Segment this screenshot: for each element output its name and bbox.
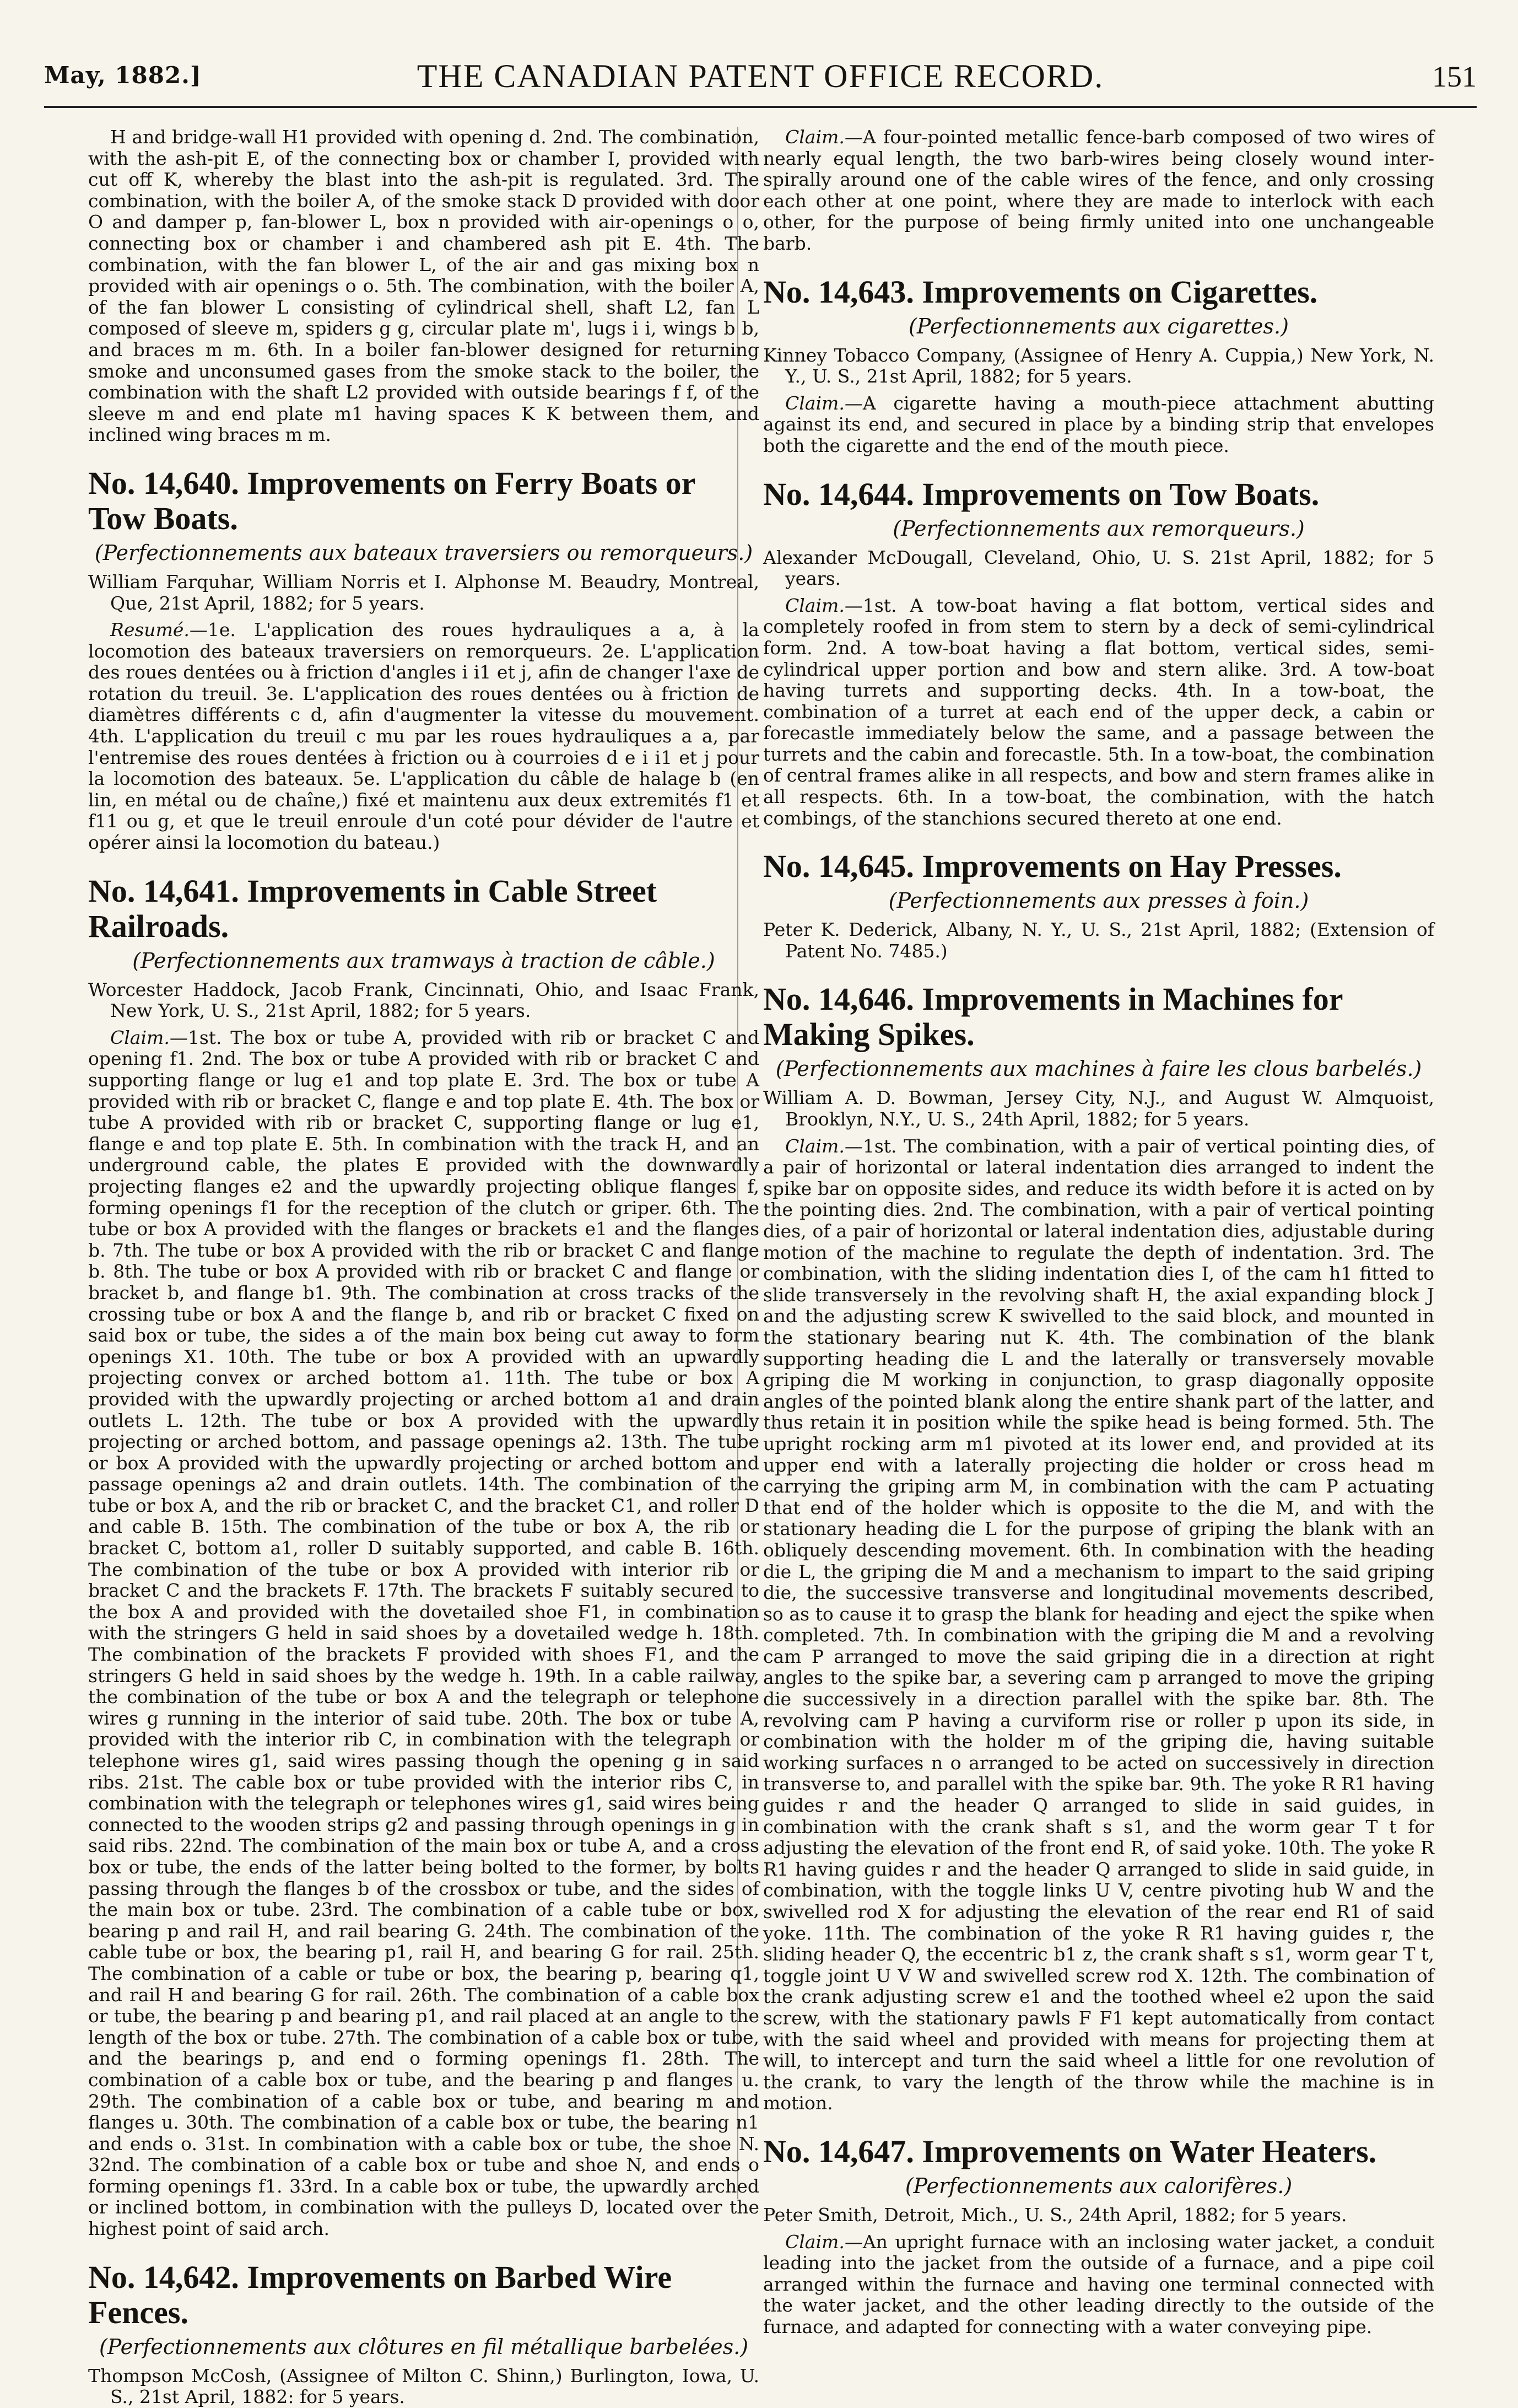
patentee-14644: Alexander McDougall, Cleveland, Ohio, U. S. 21st April, 1882; for 5 years. [763, 546, 1434, 590]
left-column [88, 126, 759, 2408]
patent-heading-14643: No. 14,643. Improvements on Cigarettes. [763, 273, 1318, 310]
claim-text: —1e. L'application des roues hydrauliques a a, à la locomotion des bateaux traversiers on remorqueurs. 2e. L'application des roues dentées ou à friction d'angles i i1 et j, afin de changer l'axe de rotation du treuil. 3e. L'application des roues dentées ou à friction de diamètres différents c d, afin d'augmenter la vitesse du mouvement. 4th. L'application du treuil c mu par les roues hydrauliques a a, par l'entremise des roues dentées à friction ou à courroies d e i i1 et j pour la locomotion des bateaux. 5e. L'application du câble de halage b (en lin, en métal ou de chaîne,) fixé et maintenu aux deux extremités f1 et f11 ou g, et que le treuil enroule d'un coté pour dévider de l'autre et opérer ainsi la locomotion du bateau.) [88, 619, 759, 854]
claim-label: Claim. [785, 126, 845, 148]
claim-text: —1st. The box or tube A, provided with rib or bracket C and opening f1. 2nd. The box or tube A provided with rib or bracket C and supporting flange or lug e1 and top plate E. 3rd. The box or tube A provided with rib or bracket C, flange e and top plate E. 4th. The box or tube A provided with rib or bracket C, supporting flange or lug e1, flange e and top plate E. 5th. In combination with the track H, and an underground cable, the plates E provided with the downwardly projecting flanges e2 and the upwardly projecting oblique flanges f, forming openings f1 for the reception of the clutch or griper. 6th. The tube or box A provided with the flanges or brackets e1 and the flanges b. 7th. The tube or box A provided with the rib or bracket C and flange b. 8th. The tube or box A provided with rib or bracket C and flange or bracket b, and flange b1. 9th. The combination at cross tracks of the crossing tube or box A and the flange b, and rib or bracket C fixed on said box or tube, the sides a of the main box being cut away to form openings X1. 10th. The tube or box A provided with an upwardly projecting convex or arched bottom a1. 11th. The tube or box A provided with the upwardly projecting or arched bottom a1 and drain outlets L. 12th. The tube or box A provided with the upwardly projecting or arched bottom, and passage openings a2. 13th. The tube or box A provided with the upwardly projecting or arched bottom and passage openings a2 and drain outlets. 14th. The combination of the tube or box A, and the rib or bracket C, and the bracket C1, and roller D and cable B. 15th. The combination of the tube or box A, the rib or bracket C, bottom a1, roller D suitably supported, and cable B. 16th. The combination of the tube or box A provided with interior rib or bracket C and the brackets F. 17th. The brackets F suitably secured to the box A and provided with the dovetailed shoe F1, in combination with the stringers G held in said shoes by a dovetailed wedge h. 18th. The combination of the brackets F provided with shoes F1, and the stringers G held in said shoes by the wedge h. 19th. In a cable railway, the combination of the tube or box A and the telegraph or telephone wires g running in the interior of said tube. 20th. The box or tube A, provided with the interior rib C, in combination with the telegraph or telephone wires g1, said wires passing though the opening g in said ribs. 21st. The cable box or tube provided with the interior ribs C, in combination with the telegraph or telephones wires g1, said wires being connected to the wooden strips g2 and passing through openings in g in said ribs. 22nd. The combination of the main box or tube A, and a cross box or tube, the ends of the latter being bolted to the former, by bolts passing through the flanges b of the crossbox or tube, and the sides of the main box or tube. 23rd. The combination of a cable tube or box, bearing p and rail H, and rail bearing G. 24th. The combination of the cable tube or box, the bearing p1, rail H, and bearing G for rail. 25th. The combination of a cable or tube or box, the bearing p, bearing q1, and rail H and bearing G for rail. 26th. The combination of a cable box or tube, the bearing p and bearing p1, and rail placed at an angle to the length of the box or tube. 27th. The combination of a cable box or tube, and the bearings p, and end o forming openings f1. 28th. The combination of a cable box or tube, and the bearing p and flanges u. 29th. The combination of a cable box or tube, and bearing m and flanges u. 30th. The combination of a cable box or tube, the bearing n1 and ends o. 31st. In combination with a cable box or tube, the shoe N. 32nd. The combination of a cable box or tube and shoe N, and ends o forming openings f1. 33rd. In a cable box or tube, the upwardly arched or inclined bottom, in combination with the pulleys D, located over the highest point of said arch. [88, 1026, 759, 2240]
page-number: 151 [1432, 60, 1477, 93]
patentee-14646: William A. D. Bowman, Jersey City, N.J., and August W. Almquoist, Brooklyn, N.Y., U. S., 24th April, 1882; for 5 years. [763, 1087, 1434, 1130]
claim-text: —1st. A tow-boat having a flat bottom, vertical sides and completely roofed in from stem to stern by a deck of semi-cylindrical form. 2nd. A tow-boat having a flat bottom, vertical sides, semi-cylindrical upper portion and bow and stern alike. 3rd. A tow-boat having turrets and supporting decks. 4th. In a tow-boat, the combination of a turret at each end of the upper deck, a cabin or forecastle immediately below the same, and a passage between the turrets and the cabin and forecastle. 5th. In a tow-boat, the combination of central frames alike in all respects, and bow and stern frames alike in all respects. 6th. In a tow-boat, the combination, with the hatch combings, of the stanchions secured thereto at one end. [763, 594, 1434, 829]
claim-label: Claim. [785, 594, 845, 616]
claim-14643 [763, 393, 1434, 457]
claim-text: —1st. The combination, with a pair of vertical pointing dies, of a pair of horizontal or lateral indentation dies arranged to indent the spike bar on opposite sides, and reduce its width before it is acted on by the pointing dies. 2nd. The combination, with a pair of vertical pointing dies, of a pair of horizontal or lateral indentation dies, adjustable during motion of the machine to regulate the depth of indentation. 3rd. The combination, with the sliding indentation dies I, of the cam h1 fitted to slide transversely in the revolving shaft H, the axial expanding block J and the adjusting screw K swivelled to the said block, and mounted in the stationary bearing nut K. 4th. The combination of the blank supporting heading die L and the laterally or transversely movable griping die M working in conjunction, to grasp diagonally opposite angles of the pointed blank along the entire shank part of the latter, and thus retain it in position while the spike head is being formed. 5th. The upright rocking arm m1 pivoted at its lower end, and provided at its upper end with a laterally projecting die holder or cross head m carrying the griping arm M, in combination with the cam P actuating that end of the holder which is opposite to the die M, and with the stationary heading die L for the purpose of griping the blank with an obliquely descending movement. 6th. In combination with the heading die L, the griping die M and a mechanism to impart to the said griping die, the successive transverse and longitudinal movements described, so as to cause it to grasp the blank for heading and eject the spike when completed. 7th. In combination with the griping die M and a revolving cam P arranged to move the said griping die in a direction at right angles to the spike bar, a severing cam p arranged to move the griping die successively in a direction parallel with the spike bar. 8th. The revolving cam P having a curviform rise or roller p upon its side, in combination with the holder m of the griping die, having suitable working surfaces n o arranged to be acted on successively in direction transverse to, and parallel with the spike bar. 9th. The yoke R R1 having guides r and the header Q arranged to slide in said guides, in combination with the crank shaft s s1, and the worm gear T t for adjusting the elevation of the front end R, of said yoke. 10th. The yoke R R1 having guides r and the header Q arranged to slide in said guide, in combination, with the toggle links U V, centre pivoting hub W and the swivelled rod X for adjusting the elevation of the rear end R1 of said yoke. 11th. The combination of the yoke R R1 having guides r, the sliding header Q, the eccentric b1 z, the crank shaft s s1, worm gear T t, toggle joint U V W and swivelled screw rod X. 12th. The combination of the crank adjusting screw e1 and the toothed wheel e2 upon the said screw, with the stationary pawls F F1 kept automatically from contact with the said wheel and provided with means for projecting them at will, to intercept and turn the said wheel a little for one revolution of the crank, to vary the length of the throw while the machine is in motion. [763, 1135, 1434, 2114]
patentee-14641: Worcester Haddock, Jacob Frank, Cincinnati, Ohio, and Isaac Frank, New York, U. S., 21st April, 1882; for 5 years. [88, 978, 759, 1022]
patent-heading-14641: No. 14,641. Improvements in Cable Street Railroads. [88, 872, 657, 944]
claim-14640 [88, 619, 759, 854]
patentee-14640: William Farquhar, William Norris et I. Alphonse M. Beaudry, Montreal, Que, 21st April, 1882; for 5 years. [88, 570, 759, 614]
header-rule [44, 106, 1477, 108]
patent-heading-14645: No. 14,645. Improvements on Hay Presses. [763, 848, 1342, 885]
patent-heading-14640: No. 14,640. Improvements on Ferry Boats or Tow Boats. [88, 465, 695, 536]
french-title-14647: (Perfectionnements aux calorifères.) [905, 2173, 1293, 2198]
french-title-14646: (Perfectionnements aux machines à faire les clous barbelés.) [775, 1057, 1422, 1081]
claim-14647 [763, 2232, 1434, 2338]
french-title-14642: (Perfectionnements aux clôtures en fil métallique barbelées.) [99, 2334, 749, 2359]
patent-heading-14646: No. 14,646. Improvements in Machines for Making Spikes. [763, 981, 1343, 1053]
continued-claims: H and bridge-wall H1 provided with opening d. 2nd. The combination, with the ash-pit E, of the connecting box or chamber I, provided with cut off K, whereby the blast into the ash-pit is regulated. 3rd. The combination, with the boiler A, of the smoke stack D provided with door O and damper p, fan-blower L, box n provided with air-openings o o, connecting box or chamber i and chambered ash pit E. 4th. The combination, with the fan blower L, of the air and gas mixing box n provided with air openings o o. 5th. The combination, with the boiler A, of the fan blower L consisting of cylindrical shell, shaft L2, fan L composed of sleeve m, spiders g g, circular plate m', lugs i i, wings b b, and braces m m. 6th. In a boiler fan-blower designed for returning smoke and unconsumed gases from the smoke stack to the boiler, the combination with the shaft L2 provided with outside bearings f f, of the sleeve m and end plate m1 having spaces K K between them, and inclined wing braces m m. [88, 126, 759, 446]
claim-label: Claim. [785, 2231, 845, 2253]
claim-text: —A four-pointed metallic fence-barb composed of two wires of nearly equal length, the two barb-wires being closely wound inter-spirally around one of the cable wires of the fence, and only crossing each other at one point, where they are made to interlock with each other, for the purpose of being firmly united into one unchangeable barb. [763, 126, 1434, 254]
claim-14642 [763, 127, 1434, 255]
claim-text: —A cigarette having a mouth-piece attachment abutting against its end, and secured in place by a binding strip that envelopes both the cigarette and the end of the mouth piece. [763, 392, 1434, 456]
right-column [763, 126, 1434, 2337]
patent-heading-14647: No. 14,647. Improvements on Water Heaters. [763, 2133, 1377, 2169]
patentee-14642: Thompson McCosh, (Assignee of Milton C. Shinn,) Burlington, Iowa, U. S., 21st April, 1882: for 5 years. [88, 2364, 759, 2408]
patentee-14643: Kinney Tobacco Company, (Assignee of Henry A. Cuppia,) New York, N. Y., U. S., 21st April, 1882; for 5 years. [763, 344, 1434, 387]
claim-label: Claim. [110, 1026, 170, 1048]
claim-14641 [88, 1027, 759, 2240]
claim-label: Claim. [785, 1135, 845, 1157]
claim-label: Claim. [785, 392, 845, 414]
french-title-14643: (Perfectionnements aux cigarettes.) [909, 314, 1289, 338]
patentee-14647: Peter Smith, Detroit, Mich., U. S., 24th April, 1882; for 5 years. [763, 2204, 1347, 2226]
french-title-14645: (Perfectionnements aux presses à foin.) [888, 888, 1309, 913]
claim-label: Resumé. [110, 619, 190, 641]
french-title-14641: (Perfectionnements aux tramways à traction de câble.) [132, 948, 715, 973]
journal-title: THE CANADIAN PATENT OFFICE RECORD. [417, 58, 1104, 94]
claim-text: —An upright furnace with an inclosing water jacket, a conduit leading into the jacket from the outside of a furnace, and a pipe coil arranged within the furnace and having one terminal connected with the water jacket, and the other leading directly to the outside of the furnace, and adapted for connecting with a water conveying pipe. [763, 2231, 1434, 2337]
french-title-14640: (Perfectionnements aux bateaux traversiers ou remorqueurs.) [94, 540, 753, 565]
patent-heading-14644: No. 14,644. Improvements on Tow Boats. [763, 476, 1320, 512]
issue-date: May, 1882.] [44, 62, 202, 89]
patent-heading-14642: No. 14,642. Improvements on Barbed Wire Fences. [88, 2259, 672, 2330]
french-title-14644: (Perfectionnements aux remorqueurs.) [893, 516, 1305, 541]
claim-14644 [763, 595, 1434, 829]
patentee-14645: Peter K. Dederick, Albany, N. Y., U. S., 21st April, 1882; (Extension of Patent No. 7485.) [763, 919, 1434, 962]
claim-14646 [763, 1136, 1434, 2114]
page-header [44, 53, 1477, 97]
